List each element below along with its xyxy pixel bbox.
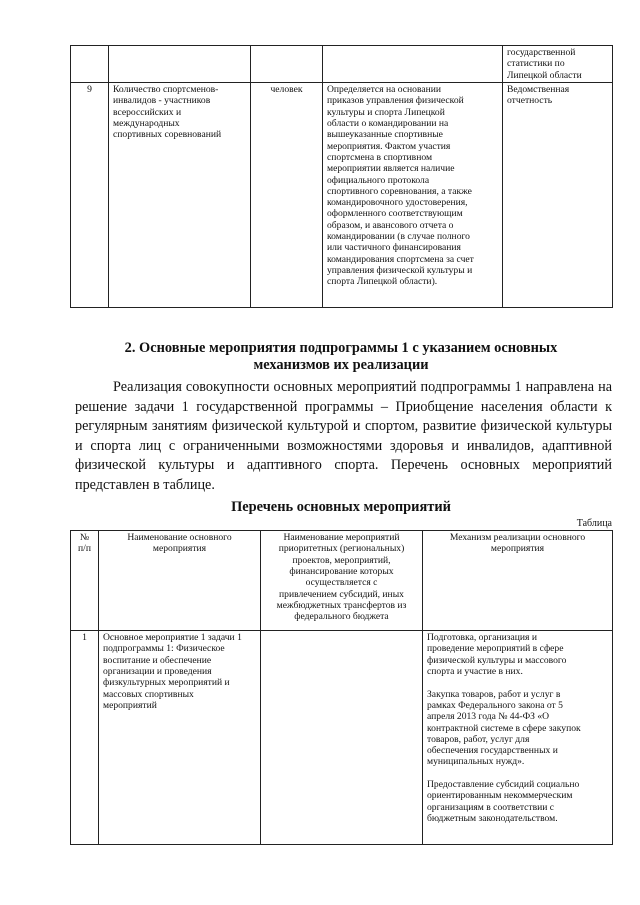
data-source-cell: Ведомственная отчетность [503,83,613,308]
header-name: Наименование основного мероприятия [99,531,261,631]
list-title: Перечень основных мероприятий [231,499,451,515]
indicators-table [70,45,613,308]
activities-table [70,530,613,845]
header-num: № п/п [71,531,99,631]
table-label: Таблица [576,518,612,529]
activity-projects [261,631,423,845]
data-source-cell: государственной статистики по Липецкой области [503,46,613,83]
indicator-name: Количество спортсменов- инвалидов - участников всероссийских и международных спортивных соревнований [109,83,251,308]
table-header-row [71,531,613,631]
header-mechanism: Механизм реализации основного мероприятия [423,531,613,631]
row-number: 1 [71,631,99,845]
row-number: 9 [71,83,109,308]
activity-name: Основное мероприятие 1 задачи 1 подпрограммы 1: Физическое воспитание и обеспечение организации и проведения физкультурных мероприятий и массовых спортивных мероприятий [99,631,261,845]
table-row [71,46,613,83]
section-heading: 2. Основные мероприятия подпрограммы 1 с указанием основных механизмов их реализации [124,340,558,374]
table-row [71,83,613,308]
activity-mechanism: Подготовка, организация и проведение мероприятий в сфере физической культуры и массового спорта и участие в них. Закупка товаров, работ и услуг в рамках Федерального закона от 5 апреля 2013 года № 44-ФЗ «О контрактной системе в сфере закупок товаров, работ, услуг для обеспечения государственных и муниципальных нужд». Предоставление субсидий социально ориентированным некоммерческим организациям в соответствии с бюджетным законодательством. [423,631,613,845]
unit-cell: человек [251,83,323,308]
header-projects: Наименование мероприятий приоритетных (региональных) проектов, мероприятий, финансирование которых осуществляется с привлечением субсидий, иных межбюджетных трансфертов из федерального бюджета [261,531,423,631]
calculation-method: Определяется на основании приказов управления физической культуры и спорта Липецкой области о командировании на вышеуказанные спортивные мероприятия. Фактом участия спортсмена в спортивном мероприятии является наличие официального протокола спортивного соревнования, а также командировочного удостоверения, оформленного соответствующим образом, и авансового отчета о командировании (в случае полного или частичного финансирования командирования спортсмена за счет управления физической культуры и спорта Липецкой области). [323,83,503,308]
table-row [71,631,613,845]
section-paragraph: Реализация совокупности основных мероприятий подпрограммы 1 направлена на решение задачи 1 государственной программы – Приобщение населения области к регулярным занятиям физической культурой и спортом, развитие физической культуры и спорта лиц с ограниченными возможностями здоровья и инвалидов, адаптивной физической культуры и адаптивного спорта. Перечень основных мероприятий представлен в таблице. [75,379,612,493]
